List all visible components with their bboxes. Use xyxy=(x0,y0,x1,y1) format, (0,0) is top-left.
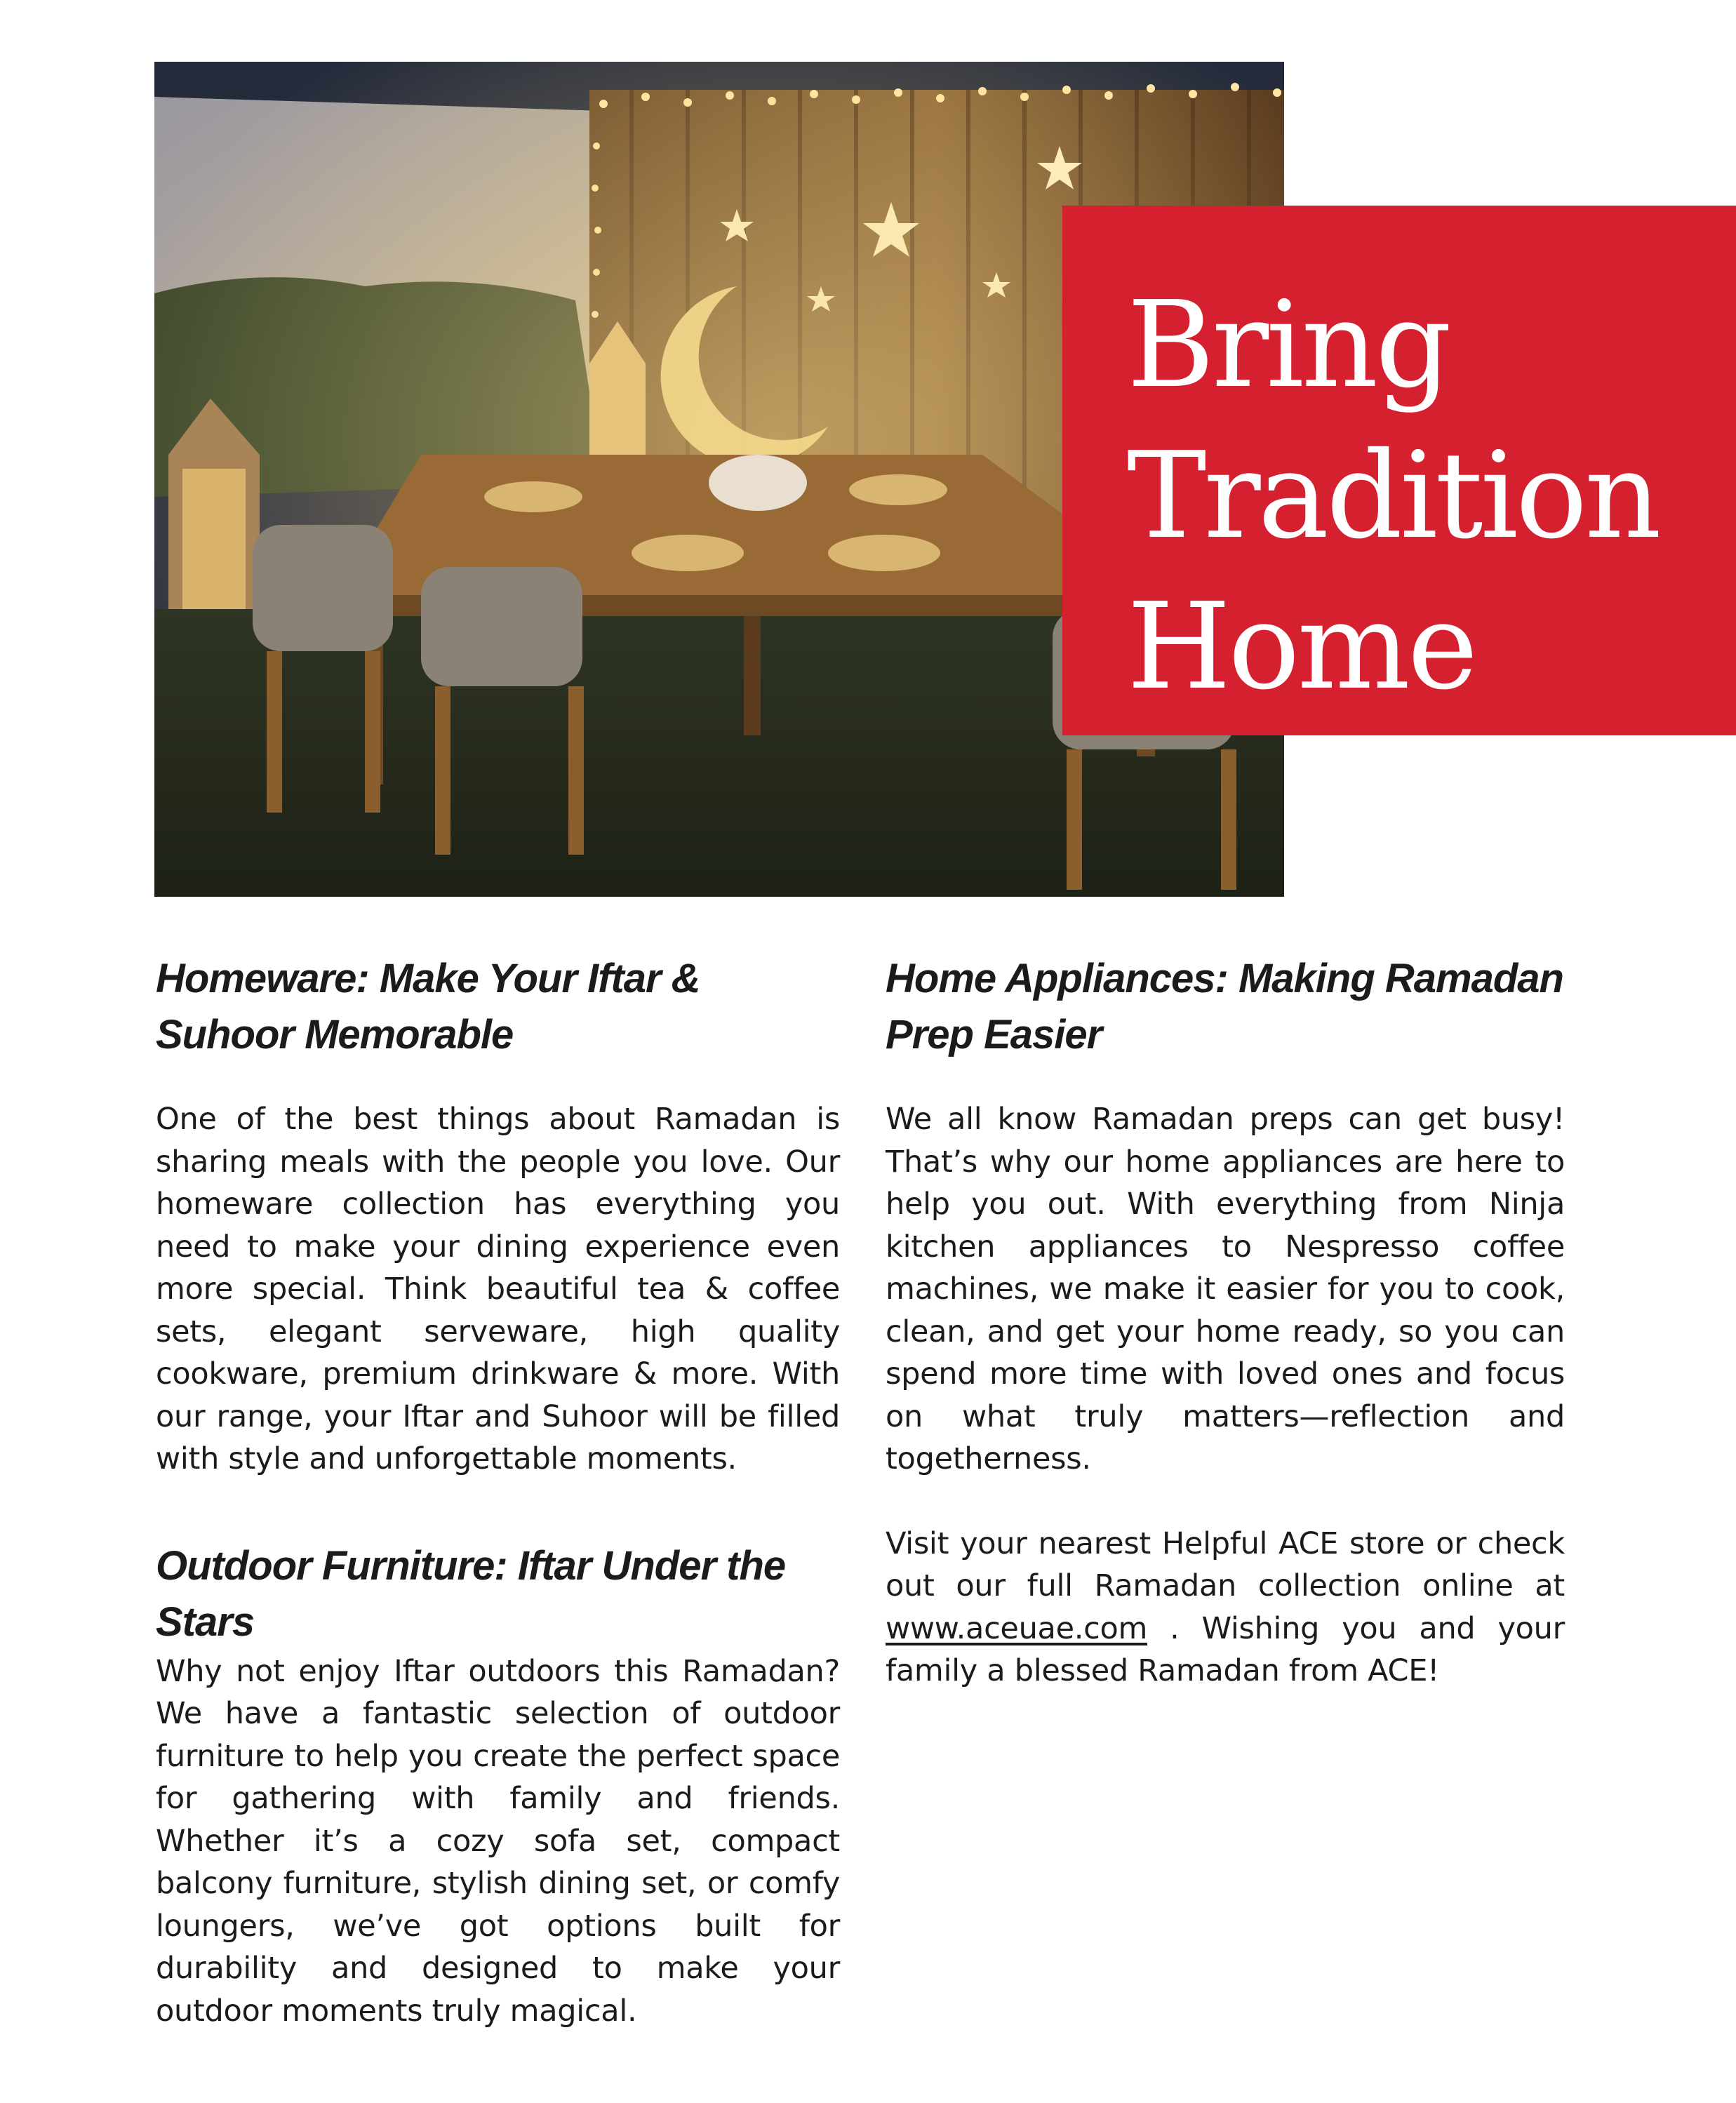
appliances-body: We all know Ramadan preps can get busy! That’s why our home appliances are here to help you out. With everything from Ninja kitchen appliances to Nespresso coffee machines, we make it easier for you to cook, clean, and get your home ready, so you can spend more time with loved ones and focus on what truly matters—reflection and togetherness. xyxy=(886,1102,1565,1476)
visit-text-before: Visit your nearest Helpful ACE store or check out our full Ramadan collection online at xyxy=(886,1525,1565,1603)
outdoor-heading: Outdoor Furniture: Iftar Under the Stars xyxy=(156,1542,786,1645)
title-line-1: Bring xyxy=(1127,276,1449,415)
title-line-3: Home xyxy=(1127,578,1476,716)
left-column xyxy=(156,951,840,2032)
homeware-body: One of the best things about Ramadan is sharing meals with the people you love. Our homeware collection has everything you need to make your dining experience even more special. Think beautiful tea & coffee sets, elegant serveware, high quality cookware, premium drinkware & more. With our range, your Iftar and Suhoor will be filled with style and unforgettable moments. xyxy=(156,1102,840,1476)
website-link[interactable]: www.aceuae.com xyxy=(886,1610,1148,1646)
title-box xyxy=(1062,206,1736,735)
outdoor-body: Why not enjoy Iftar outdoors this Ramadan? We have a fantastic selection of outdoor furniture to help you create the perfect space for gathering with family and friends. Whether it’s a cozy sofa set, compact balcony furniture, stylish dining set, or comfy loungers, we’ve got options built for durability and designed to make your outdoor moments truly magical. xyxy=(156,1653,840,2029)
homeware-heading: Homeware: Make Your Iftar & Suhoor Memorable xyxy=(156,956,700,1057)
right-column xyxy=(886,951,1565,1693)
visit-text-after: . Wishing you and your family a blessed Ramadan from ACE! xyxy=(886,1610,1565,1688)
appliances-heading: Home Appliances: Making Ramadan Prep Easier xyxy=(886,956,1563,1057)
visit-paragraph xyxy=(886,1523,1565,1693)
title-line-2: Tradition xyxy=(1127,427,1659,566)
